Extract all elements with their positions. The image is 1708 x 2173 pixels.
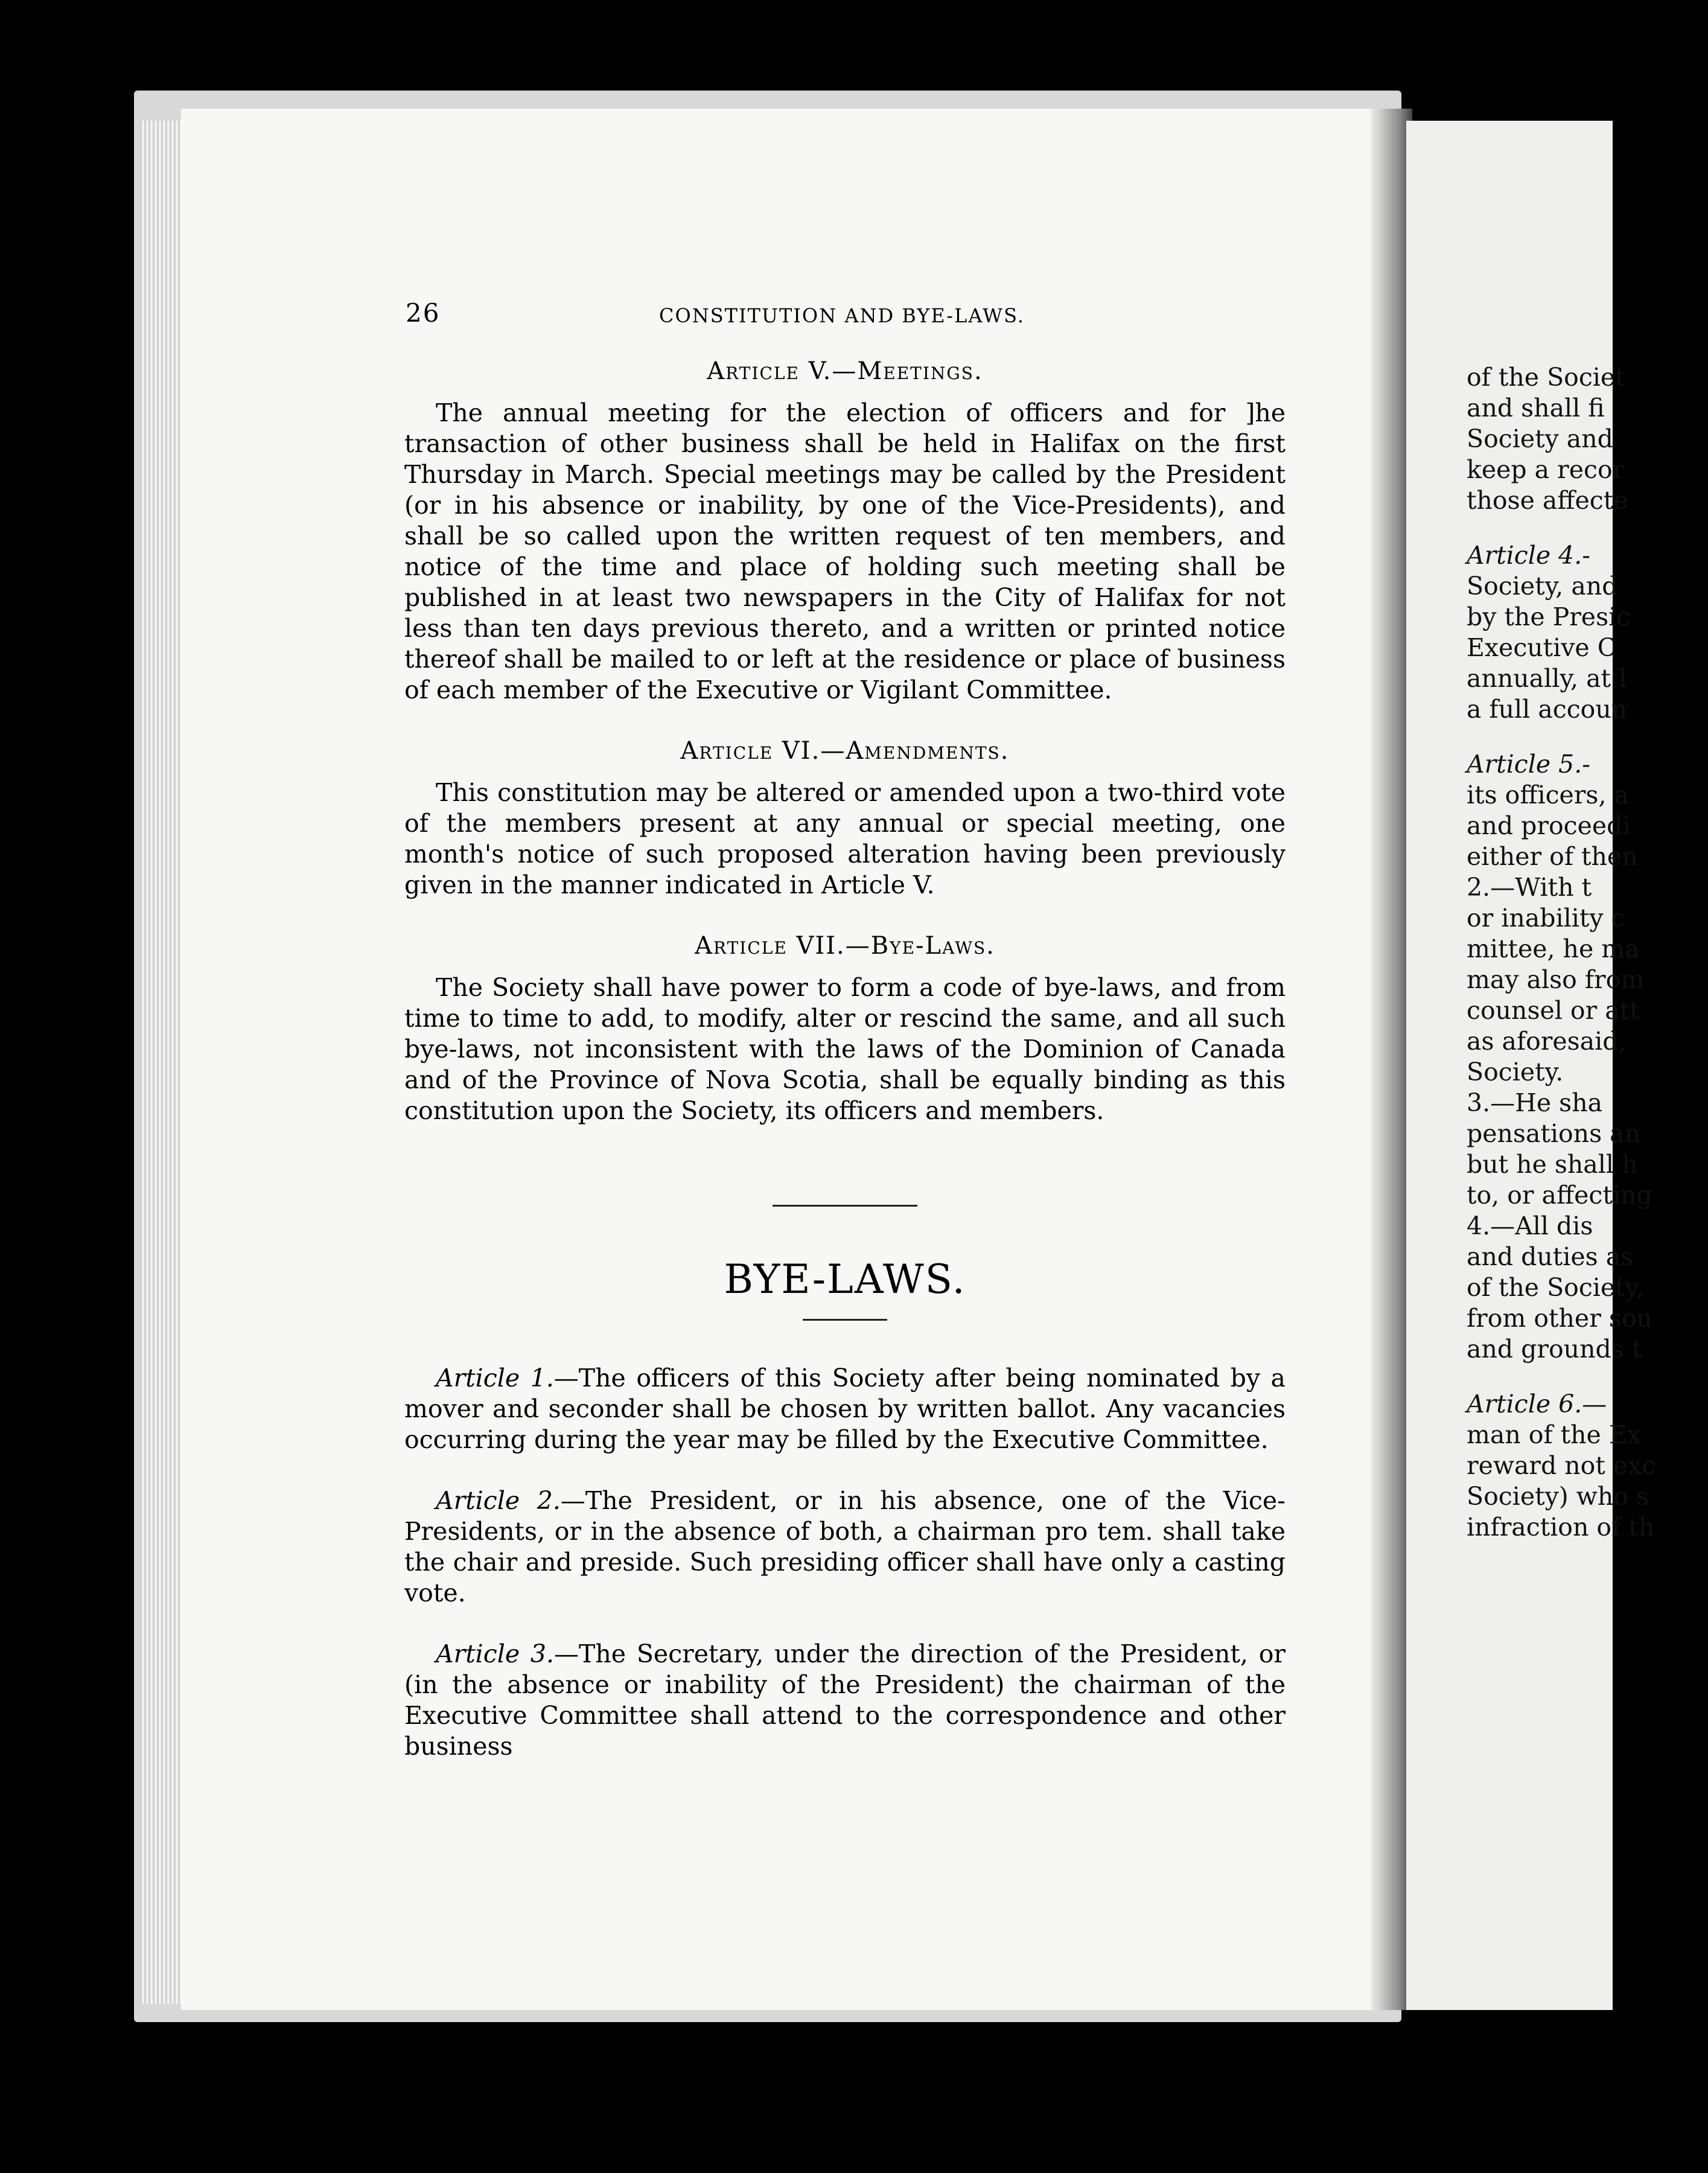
text-line: Article 5.- — [1467, 750, 1591, 779]
text-gap — [1467, 1365, 1708, 1389]
text-line: Society. — [1467, 1058, 1564, 1086]
article-6-heading: Article VI.—Amendments. — [680, 737, 1010, 765]
page-content — [404, 356, 1286, 1792]
text-line: those affecte — [1467, 486, 1628, 515]
text-line: 4.—All dis — [1467, 1211, 1593, 1240]
text-line: may also from — [1467, 965, 1645, 994]
text-line: and proceedi — [1467, 811, 1631, 840]
text-line: but he shall h — [1467, 1150, 1638, 1179]
byelaw-article-1 — [404, 1363, 1286, 1455]
right-page — [1406, 121, 1656, 2010]
text-line: as aforesaid, — [1467, 1027, 1627, 1056]
text-line: Article 4.- — [1467, 541, 1591, 570]
page-header — [406, 298, 1287, 328]
text-line: man of the Ex — [1467, 1420, 1641, 1449]
text-line: annually, at l — [1467, 664, 1627, 693]
text-line: Society, and — [1467, 572, 1618, 601]
text-line: of the Societ — [1467, 363, 1625, 392]
text-gap — [1467, 516, 1708, 540]
text-line: Society) who s — [1467, 1482, 1649, 1511]
text-line: either of then — [1467, 842, 1638, 871]
text-line: its officers, a — [1467, 780, 1629, 809]
text-line: mittee, he ma — [1467, 934, 1640, 963]
text-line: infraction of th — [1467, 1513, 1655, 1542]
article-text: —The officers of this Society after being nominated by a mover and seconder shall be chosen by written ballot. Any vacancies occurring during the year may be filled by the Executive Committee. — [404, 1364, 1286, 1454]
byelaw-article-3 — [404, 1639, 1286, 1762]
divider-rule — [803, 1319, 887, 1321]
text-line: and shall fi — [1467, 394, 1605, 423]
text-line: pensations an — [1467, 1119, 1641, 1148]
text-line: a full accoun — [1467, 695, 1628, 724]
text-line: 3.—He sha — [1467, 1088, 1603, 1117]
text-line: of the Society, — [1467, 1273, 1644, 1302]
text-line: and grounds t — [1467, 1335, 1642, 1364]
text-line: Society and — [1467, 424, 1613, 453]
article-5-text: The annual meeting for the election of officers and for ]he transaction of other business shall be held in Halifax on the first Thursday in March. Special meetings may be called by the President (or in his absence or inability, by one of the Vice-Presidents), and shall be so called upon the written request of ten members, and notice of the time and place of holding such meeting shall be published in at least two newspapers in the City of Halifax for not less than ten days previous thereto, and a written or printed notice thereof shall be mailed to or left at the residence or place of business of each member of the Executive or Vigilant Committee. — [404, 398, 1286, 704]
text-gap — [1467, 725, 1708, 749]
text-line: and duties as — [1467, 1242, 1634, 1271]
article-5-heading: Article V.—Meetings. — [707, 357, 983, 385]
byelaws-title: BYE-LAWS. — [724, 1256, 966, 1303]
article-label: Article 3. — [436, 1639, 555, 1668]
byelaw-article-2 — [404, 1485, 1286, 1609]
running-title: CONSTITUTION AND BYE-LAWS. — [659, 304, 1025, 327]
article-6-text: This constitution may be altered or amended upon a two-third vote of the members present at any annual or special meeting, one month's notice of such proposed alteration having been previously given in the manner indicated in Article V. — [404, 778, 1286, 899]
text-line: from other sou — [1467, 1304, 1652, 1333]
article-label: Article 2. — [436, 1486, 561, 1515]
right-page-text — [1467, 362, 1708, 1543]
text-line: Article 6.— — [1467, 1390, 1607, 1418]
page-number: 26 — [406, 298, 441, 328]
text-line: or inability c — [1467, 904, 1625, 933]
article-text: —The President, or in his absence, one of the Vice-Presidents, or in the absence of both, a chairman pro tem. shall take the chair and preside. Such presiding officer shall have only a casting vote. — [404, 1486, 1286, 1607]
page-edges — [140, 121, 182, 2004]
article-label: Article 1. — [436, 1364, 554, 1393]
article-text: —The Secretary, under the direction of the President, or (in the absence or inability of the President) the chairman of the Executive Committee shall attend to the correspondence and other business — [404, 1639, 1286, 1761]
text-line: 2.—With t — [1467, 873, 1592, 902]
text-line: reward not exc — [1467, 1451, 1656, 1480]
text-line: to, or affecting — [1467, 1181, 1652, 1210]
text-line: Executive C — [1467, 633, 1617, 662]
article-7-heading: Article VII.—Bye-Laws. — [695, 932, 995, 960]
text-line: by the Presic — [1467, 602, 1631, 631]
divider-rule — [773, 1205, 917, 1207]
text-line: keep a recor — [1467, 455, 1625, 484]
text-line: counsel or att — [1467, 996, 1640, 1025]
article-7-text: The Society shall have power to form a code of bye-laws, and from time to time to add, to modify, alter or rescind the same, and all such bye-laws, not inconsistent with the laws of the Dominion of Canada and of the Province of Nova Scotia, shall be equally binding as this constitution upon the Society, its officers and members. — [404, 973, 1286, 1125]
